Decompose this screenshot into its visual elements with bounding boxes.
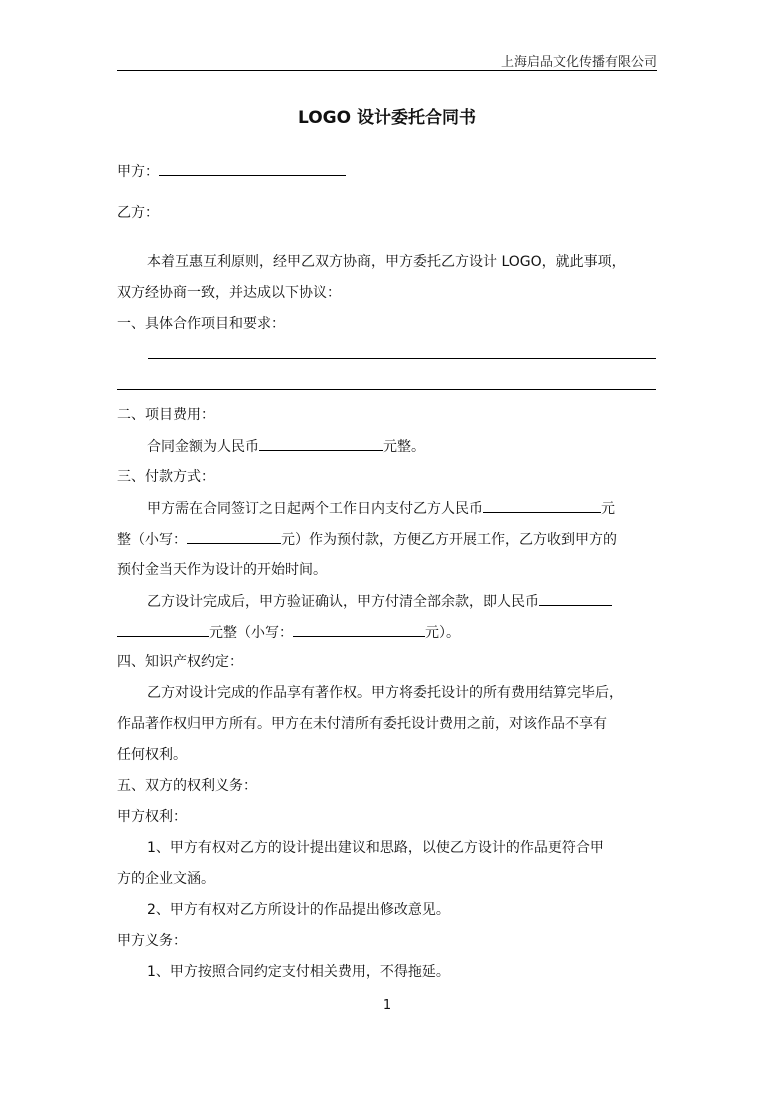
section-3-heading: 三、付款方式： — [117, 469, 215, 485]
balance-lowercase-blank[interactable] — [293, 622, 425, 637]
header-company: 上海启品文化传播有限公司 — [500, 55, 657, 70]
intro-line-2: 双方经协商一致，并达成以下协议： — [117, 285, 341, 301]
ip-line-2: 作品著作权归甲方所有。甲方在未付清所有委托设计费用之前，对该作品不享有 — [117, 716, 607, 732]
balance-amount-blank-b[interactable] — [117, 622, 209, 637]
payment-p1-line-1 — [147, 498, 615, 519]
amount-prefix: 合同金额为人民币 — [147, 439, 259, 455]
document-title: LOGO 设计委托合同书 — [297, 108, 476, 128]
payment-p2-end: 元）。 — [425, 625, 460, 641]
requirements-blank-line-1[interactable] — [148, 358, 656, 359]
party-b-line — [117, 203, 159, 223]
intro-line-1: 本着互惠互利原则，经甲乙双方协商，甲方委托乙方设计 LOGO，就此事项， — [147, 254, 626, 270]
section-1-heading: 一、具体合作项目和要求： — [117, 316, 285, 332]
amount-blank[interactable] — [259, 436, 383, 451]
balance-amount-blank-a[interactable] — [539, 591, 612, 606]
payment-p2-text: 乙方设计完成后，甲方验证确认，甲方付清全部余款，即人民币 — [147, 594, 539, 610]
payment-p1-prefix: 甲方需在合同签订之日起两个工作日内支付乙方人民币 — [147, 501, 483, 517]
ip-line-3: 任何权利。 — [117, 747, 187, 763]
section-5-heading: 五、双方的权利义务： — [117, 778, 257, 794]
right-1-line-2: 方的企业文涵。 — [117, 871, 215, 887]
page-number: 1 — [382, 998, 392, 1013]
payment-p1-line-2 — [117, 529, 617, 550]
payment-p1-line-3: 预付金当天作为设计的开始时间。 — [117, 562, 327, 578]
payment-p1-l2-prefix: 整（小写： — [117, 532, 187, 548]
party-a-line — [117, 161, 346, 182]
section-4-heading: 四、知识产权约定： — [117, 654, 243, 670]
party-a-rights-heading: 甲方权利： — [117, 809, 187, 825]
requirements-blank-line-2[interactable] — [117, 389, 656, 390]
prepayment-amount-blank[interactable] — [483, 498, 601, 513]
payment-p2-line-2 — [117, 622, 460, 643]
ip-line-1: 乙方对设计完成的作品享有著作权。甲方将委托设计的所有费用结算完毕后， — [147, 685, 623, 701]
header-divider — [117, 70, 657, 71]
party-b-label: 乙方： — [117, 205, 159, 221]
section-2-heading: 二、项目费用： — [117, 407, 215, 423]
right-1-line-1: 1、甲方有权对乙方的设计提出建议和思路，以使乙方设计的作品更符合甲 — [147, 840, 604, 856]
party-a-label: 甲方： — [117, 164, 159, 180]
payment-p2-line-1 — [147, 591, 612, 612]
party-a-duties-heading: 甲方义务： — [117, 933, 187, 949]
party-a-blank[interactable] — [159, 161, 346, 176]
payment-p1-suffix: 元 — [601, 501, 615, 517]
prepayment-lowercase-blank[interactable] — [187, 529, 281, 544]
right-2: 2、甲方有权对乙方所设计的作品提出修改意见。 — [147, 902, 450, 918]
contract-amount-line — [147, 436, 425, 457]
duty-1: 1、甲方按照合同约定支付相关费用，不得拖延。 — [147, 964, 450, 980]
amount-suffix: 元整。 — [383, 439, 425, 455]
payment-p1-l2-suffix: 元）作为预付款，方便乙方开展工作，乙方收到甲方的 — [281, 532, 617, 548]
payment-p2-mid: 元整（小写： — [209, 625, 293, 641]
